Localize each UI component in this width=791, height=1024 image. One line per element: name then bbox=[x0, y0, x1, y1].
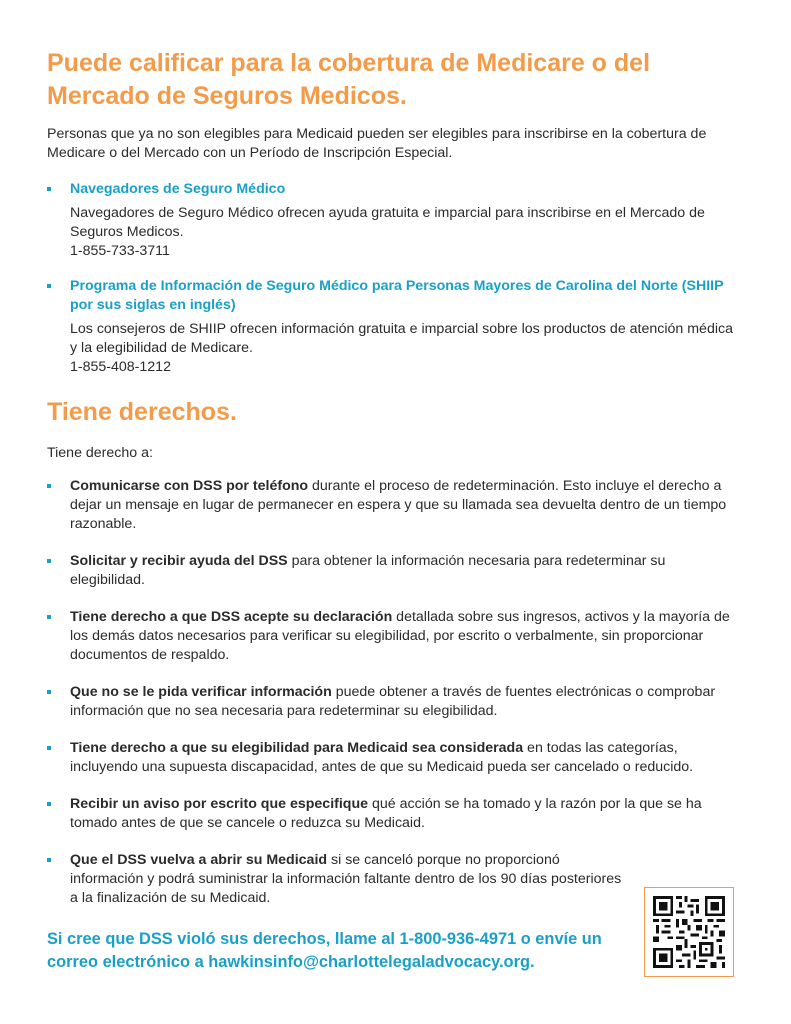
bullet-icon bbox=[47, 690, 51, 694]
right-bold: Tiene derecho a que su elegibilidad para Medicaid sea considerada bbox=[70, 740, 524, 756]
right-text: para obtener la información necesaria para redeterminar su elegibilidad. bbox=[70, 553, 666, 588]
resource-phone: 1-855-408-1212 bbox=[70, 359, 171, 375]
qr-code-icon bbox=[653, 896, 725, 968]
resource-phone: 1-855-733-3711 bbox=[70, 243, 170, 259]
right-bold: Solicitar y recibir ayuda del DSS bbox=[70, 553, 288, 569]
bullet-icon bbox=[47, 615, 51, 619]
right-text: en todas las categorías, incluyendo una supuesta discapacidad, antes de que su Medicaid pueda ser cancelado o reducido. bbox=[70, 740, 694, 775]
qr-code-frame[interactable] bbox=[644, 887, 734, 977]
bullet-icon bbox=[47, 746, 51, 750]
right-text: puede obtener a través de fuentes electrónicas o comprobar información que no sea necesaria para redeterminar su elegibilidad. bbox=[70, 684, 716, 719]
intro-paragraph: Personas que ya no son elegibles para Medicaid pueden ser elegibles para inscribirse en la cobertura de Medicare o del Mercado con un Período de Inscripción Especial. bbox=[47, 126, 707, 161]
resource-description: Los consejeros de SHIIP ofrecen información gratuita e imparcial sobre los productos de atención médica y la elegibilidad de Medicare. bbox=[70, 321, 733, 356]
right-text: si se canceló porque no proporcionó información y podrá suministrar la información faltante dentro de los 90 días posteriores a la finalización de su Medicaid. bbox=[70, 852, 622, 906]
rights-intro: Tiene derecho a: bbox=[47, 445, 153, 461]
right-bold: Que no se le pida verificar información bbox=[70, 684, 332, 700]
rights-heading: Tiene derechos. bbox=[47, 398, 237, 426]
bullet-icon bbox=[47, 858, 51, 862]
bullet-icon bbox=[47, 484, 51, 488]
right-text: detallada sobre sus ingresos, activos y la mayoría de los demás datos necesarios para verificar su elegibilidad, por escrito o verbalmente, sin proporcionar documentos de respaldo. bbox=[70, 609, 730, 663]
right-text: qué acción se ha tomado y la razón por la que se ha tomado antes de que se cancele o reduzca su Medicaid. bbox=[70, 796, 702, 831]
bullet-icon bbox=[47, 802, 51, 806]
bullet-icon bbox=[47, 187, 51, 191]
bullet-icon bbox=[47, 284, 51, 288]
right-bold: Que el DSS vuelva a abrir su Medicaid bbox=[70, 852, 328, 868]
resource-title: Programa de Información de Seguro Médico para Personas Mayores de Carolina del Norte (SHIIP por sus siglas en inglés) bbox=[70, 278, 724, 313]
medicare-heading: Puede calificar para la cobertura de Medicare o del Mercado de Seguros Medicos. bbox=[47, 49, 651, 110]
right-text: durante el proceso de redeterminación. Esto incluye el derecho a dejar un mensaje en lugar de permanecer en espera y que su llamada sea devuelta dentro de un tiempo razonable. bbox=[70, 478, 727, 532]
right-bold: Comunicarse con DSS por teléfono bbox=[70, 478, 309, 494]
contact-footer: Si cree que DSS violó sus derechos, llame al 1-800-936-4971 o envíe un correo electrónico a hawkinsinfo@charlottelegaladvocacy.org. bbox=[47, 930, 602, 971]
right-bold: Recibir un aviso por escrito que especifique bbox=[70, 796, 369, 812]
right-bold: Tiene derecho a que DSS acepte su declaración bbox=[70, 609, 393, 625]
resource-description: Navegadores de Seguro Médico ofrecen ayuda gratuita e imparcial para inscribirse en el Mercado de Seguros Medicos. bbox=[70, 205, 705, 240]
resource-title: Navegadores de Seguro Médico bbox=[70, 181, 286, 197]
bullet-icon bbox=[47, 559, 51, 563]
